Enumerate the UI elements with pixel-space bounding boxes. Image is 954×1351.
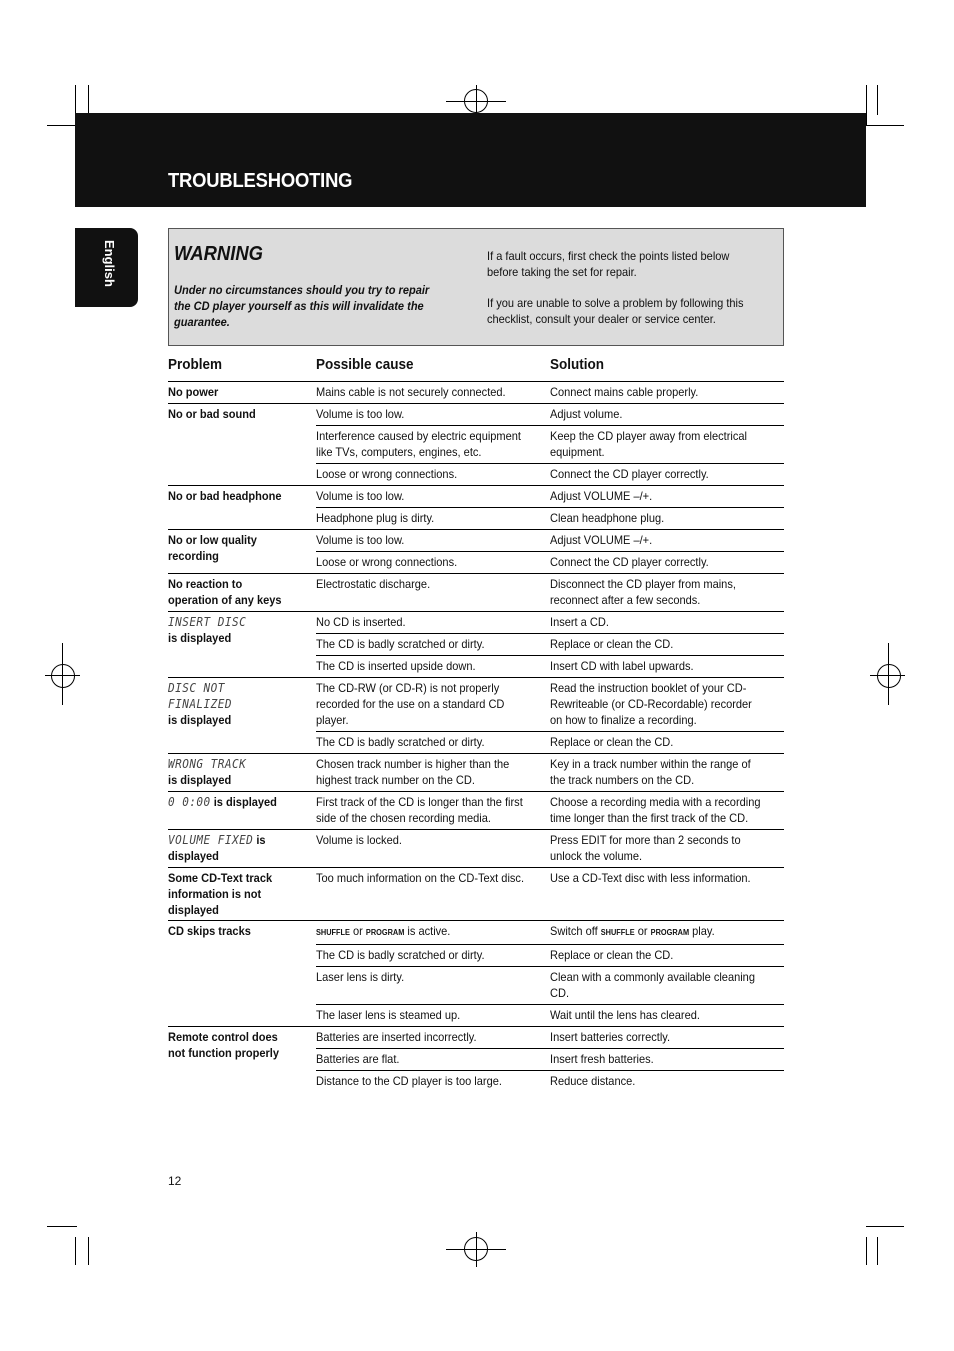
- table-row: [316, 830, 784, 867]
- table-group: [168, 754, 784, 792]
- table-row: [316, 944, 784, 966]
- problem-suffix: is displayed: [213, 795, 277, 809]
- table-group: [168, 830, 784, 868]
- table-row: [316, 507, 784, 529]
- solution-cell: Connect the CD player correctly.: [550, 555, 709, 569]
- page-title: TROUBLESHOOTING: [168, 170, 353, 192]
- or-text: or: [637, 924, 648, 938]
- cause-cell: Batteries are inserted incorrectly.: [316, 1030, 477, 1044]
- warning-info-1: If a fault occurs, first check the points listed below before taking the set for repair.: [487, 249, 730, 279]
- problem-cell: CD skips tracks: [168, 924, 251, 938]
- table-row: [316, 868, 784, 916]
- solution-cell: Read the instruction booklet of your CD-Rewriteable (or CD-Recordable) recorder on how to finalize a recording.: [550, 681, 752, 727]
- table-group: [168, 382, 784, 404]
- solution-cell: Choose a recording media with a recording time longer than the first track of the CD.: [550, 795, 761, 825]
- table-row: [316, 425, 784, 463]
- cause-cell: Chosen track number is higher than the highest track number on the CD.: [316, 757, 510, 787]
- cause-cell: Volume is too low.: [316, 533, 405, 547]
- cause-tail: is active.: [407, 924, 451, 938]
- solution-cell: Connect mains cable properly.: [550, 385, 699, 399]
- solution-cell: Disconnect the CD player from mains, reconnect after a few seconds.: [550, 577, 736, 607]
- table-row: [316, 612, 784, 633]
- page-number: 12: [168, 1174, 182, 1188]
- table-row: [316, 754, 784, 791]
- table-row: [316, 574, 784, 611]
- cause-cell: Laser lens is dirty.: [316, 970, 405, 984]
- table-group: [168, 612, 784, 678]
- cause-cell: Volume is too low.: [316, 489, 405, 503]
- display-text: FINALIZED: [168, 697, 232, 711]
- problem-suffix: displayed: [168, 849, 219, 863]
- table-row: [316, 792, 784, 829]
- display-text: 0 0:00: [168, 795, 211, 809]
- cause-cell: [316, 921, 531, 944]
- header-cause: Possible cause: [316, 356, 414, 373]
- solution-cell: Key in a track number within the range of the track numbers on the CD.: [550, 757, 751, 787]
- cause-cell: Volume is locked.: [316, 833, 402, 847]
- cause-cell: Batteries are flat.: [316, 1052, 400, 1066]
- program-key: PROGRAM: [650, 928, 690, 937]
- table-group: [168, 486, 784, 530]
- problem-cell: No or bad sound: [168, 407, 256, 421]
- table-group: [168, 868, 784, 921]
- problem-suffix: is displayed: [168, 631, 232, 645]
- display-text: INSERT DISC: [168, 615, 247, 629]
- problem-suffix: is displayed: [168, 773, 232, 787]
- table-row: [316, 731, 784, 753]
- warning-title: WARNING: [174, 243, 263, 265]
- display-text: VOLUME FIXED: [168, 833, 254, 847]
- solution-cell: Insert CD with label upwards.: [550, 659, 694, 673]
- table-group: [168, 678, 784, 754]
- solution-cell: Reduce distance.: [550, 1074, 636, 1088]
- table-group: [168, 921, 784, 1027]
- warning-info-2: If you are unable to solve a problem by following this checklist, consult your dealer or service center.: [487, 296, 744, 326]
- display-text: DISC NOT: [168, 681, 225, 695]
- table-row: [316, 530, 784, 551]
- problem-cell: [168, 830, 292, 864]
- table-row: [316, 551, 784, 573]
- table-row: [316, 404, 784, 425]
- table-row: [316, 463, 784, 485]
- table-group: [168, 530, 784, 574]
- problem-cell: [168, 678, 292, 728]
- cause-cell: Mains cable is not securely connected.: [316, 385, 506, 399]
- solution-cell: Clean headphone plug.: [550, 511, 665, 525]
- solution-cell: Replace or clean the CD.: [550, 948, 674, 962]
- solution-cell: Insert a CD.: [550, 615, 609, 629]
- cause-cell: The CD is inserted upside down.: [316, 659, 476, 673]
- cause-cell: The laser lens is steamed up.: [316, 1008, 461, 1022]
- solution-tail: play.: [692, 924, 715, 938]
- cause-cell: The CD is badly scratched or dirty.: [316, 735, 485, 749]
- display-text: WRONG TRACK: [168, 757, 247, 771]
- problem-cell: [168, 754, 292, 788]
- problem-cell: No reaction to operation of any keys: [168, 577, 282, 607]
- solution-cell: Adjust VOLUME –/+.: [550, 489, 653, 503]
- cause-cell: The CD is badly scratched or dirty.: [316, 637, 485, 651]
- problem-suffix: is displayed: [168, 713, 232, 727]
- cause-cell: The CD is badly scratched or dirty.: [316, 948, 485, 962]
- problem-cell: Some CD-Text track information is not displayed: [168, 871, 273, 917]
- table-row: [316, 678, 784, 731]
- solution-cell: Press EDIT for more than 2 seconds to unlock the volume.: [550, 833, 741, 863]
- header-problem: Problem: [168, 356, 223, 373]
- problem-cell: No power: [168, 385, 219, 399]
- table-group: [168, 1027, 784, 1092]
- solution-cell: Wait until the lens has cleared.: [550, 1008, 700, 1022]
- table-row: [316, 1004, 784, 1026]
- or-text: or: [353, 924, 363, 938]
- solution-cell: Keep the CD player away from electrical equipment.: [550, 429, 747, 459]
- cause-cell: Loose or wrong connections.: [316, 555, 458, 569]
- troubleshooting-table: [168, 355, 784, 1092]
- table-row: [316, 1027, 784, 1048]
- solution-head: Switch off: [550, 924, 598, 938]
- table-row: [316, 921, 784, 944]
- solution-cell: Insert batteries correctly.: [550, 1030, 671, 1044]
- table-row: [316, 1048, 784, 1070]
- header-band: [75, 113, 866, 207]
- header-solution: Solution: [550, 356, 604, 373]
- solution-cell: Replace or clean the CD.: [550, 637, 674, 651]
- cause-cell: Interference caused by electric equipment like TVs, computers, engines, etc.: [316, 429, 521, 459]
- table-header: [168, 355, 784, 382]
- solution-cell: [550, 921, 765, 944]
- solution-cell: Connect the CD player correctly.: [550, 467, 709, 481]
- solution-cell: Clean with a commonly available cleaning CD.: [550, 970, 755, 1000]
- cause-cell: No CD is inserted.: [316, 615, 406, 629]
- program-key: PROGRAM: [365, 928, 405, 937]
- cause-cell: Headphone plug is dirty.: [316, 511, 435, 525]
- table-group: [168, 792, 784, 830]
- shuffle-key: SHUFFLE: [600, 928, 635, 937]
- warning-text: Under no circumstances should you try to repair the CD player yourself as this will invalidate the guarantee.: [174, 283, 430, 329]
- table-row: [316, 486, 784, 507]
- table-group: [168, 404, 784, 486]
- table-group: [168, 574, 784, 612]
- problem-suffix: is: [256, 833, 266, 847]
- problem-cell: [168, 792, 292, 810]
- solution-cell: Adjust VOLUME –/+.: [550, 533, 653, 547]
- language-label: English: [102, 240, 117, 287]
- problem-cell: [168, 612, 292, 646]
- table-row: [316, 633, 784, 655]
- table-row: [316, 382, 784, 403]
- table-row: [316, 1070, 784, 1092]
- cause-cell: Distance to the CD player is too large.: [316, 1074, 502, 1088]
- cause-cell: The CD-RW (or CD-R) is not properly recorded for the use on a standard CD player.: [316, 681, 505, 727]
- solution-cell: Adjust volume.: [550, 407, 623, 421]
- solution-cell: Use a CD-Text disc with less information.: [550, 871, 751, 885]
- cause-cell: Too much information on the CD-Text disc.: [316, 871, 525, 885]
- problem-cell: No or low quality recording: [168, 533, 257, 563]
- cause-cell: Volume is too low.: [316, 407, 405, 421]
- problem-cell: Remote control does not function properly: [168, 1030, 280, 1060]
- language-tab: [75, 228, 138, 307]
- cause-cell: Electrostatic discharge.: [316, 577, 431, 591]
- warning-box: [168, 228, 784, 346]
- cause-cell: First track of the CD is longer than the first side of the chosen recording media.: [316, 795, 523, 825]
- solution-cell: Replace or clean the CD.: [550, 735, 674, 749]
- solution-cell: Insert fresh batteries.: [550, 1052, 654, 1066]
- table-row: [316, 966, 784, 1004]
- problem-cell: No or bad headphone: [168, 489, 282, 503]
- table-row: [316, 655, 784, 677]
- shuffle-key: SHUFFLE: [316, 928, 350, 937]
- cause-cell: Loose or wrong connections.: [316, 467, 458, 481]
